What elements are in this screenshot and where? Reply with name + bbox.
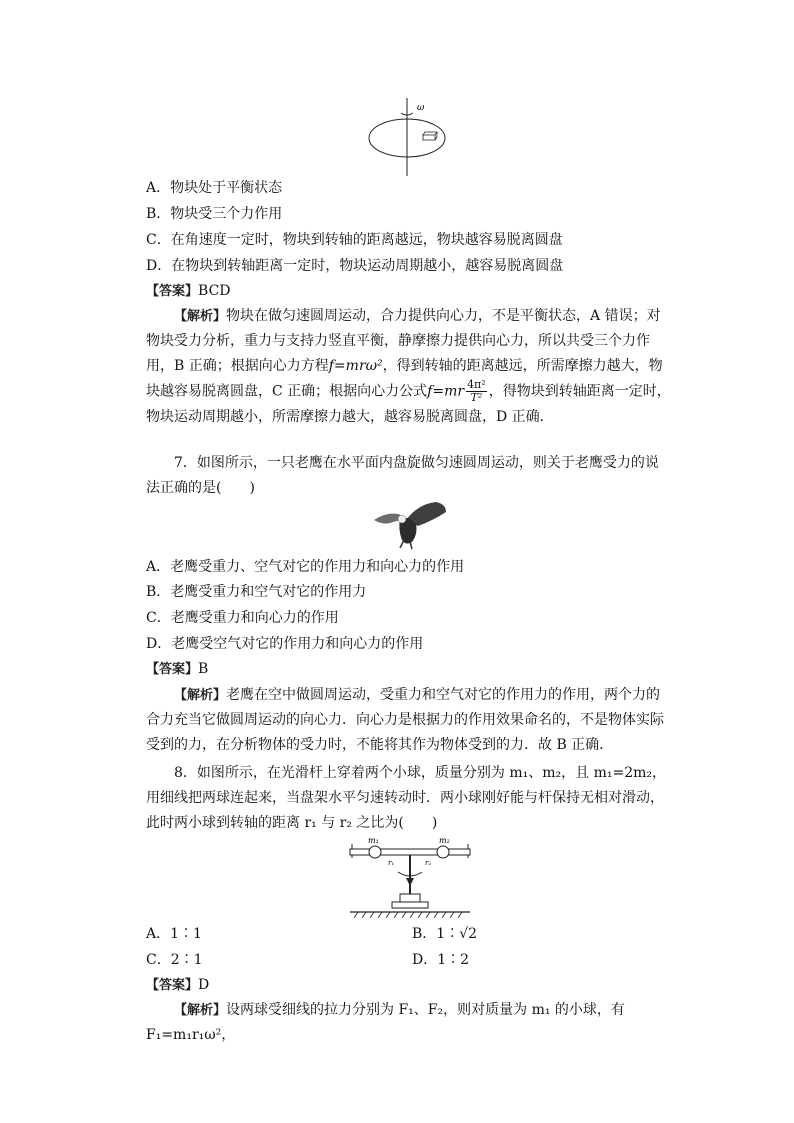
formula-centripetal: f=mrω²: [328, 358, 383, 374]
base-block: [392, 902, 428, 908]
q7-option-b: B．老鹰受重力和空气对它的作用力: [146, 584, 367, 600]
q8-analysis: [146, 998, 672, 1048]
analysis-text-3: ，得物块到转轴距离一定时，物块运动周期越小，所需摩擦力越大，越容易脱离圆盘，D 正确．: [146, 383, 671, 425]
formula-fraction: [466, 379, 487, 404]
analysis-tag: 【解析】: [174, 688, 227, 703]
q6-answer: [146, 281, 231, 302]
answer-value: B: [198, 661, 209, 677]
ball-m2: [437, 846, 449, 858]
q6-option-b: B．物块受三个力作用: [146, 206, 283, 222]
q8-stem: 8．如图所示，在光滑杆上穿着两个小球，质量分别为 m₁、m₂，且 m₁=2m₂，用细线把两球连起来，当盘架水平匀速转动时．两小球刚好能与杆保持无相对滑动，此时两小球到转轴的距离 r₁ 与 r₂ 之比为( ): [146, 765, 666, 831]
ball-m1: [369, 846, 381, 858]
omega-label: ω: [417, 103, 425, 113]
eagle-figure: [372, 500, 448, 550]
ground-hatch: [354, 912, 462, 918]
analysis-tag: 【解析】: [174, 1003, 227, 1018]
fraction-denominator: T²: [470, 391, 483, 404]
q7-option-a: A．老鹰受重力、空气对它的作用力和向心力的作用: [146, 559, 465, 575]
q8-answer: [146, 975, 209, 996]
fraction-numerator: 4π²: [467, 378, 486, 391]
answer-tag: 【答案】: [146, 284, 199, 299]
q8-option-b: B．1∶√2: [412, 926, 478, 942]
formula-period-lhs: f=mr: [427, 383, 465, 400]
q8-option-a: A．1∶1: [146, 926, 202, 942]
q6-option-c: C．在角速度一定时，物块到转轴的距离越远，物块越容易脱离圆盘: [146, 232, 563, 248]
shaft-mount: [400, 894, 420, 902]
rod-and-balls-figure: [348, 834, 472, 918]
analysis-text-1: 物块在做匀速圆周运动，合力提供向心力，不是平衡状态，A 错误；对物块受力分析，重力与支持力竖直平衡，静摩擦力提供向心力，所以共受三个力作用，B 正确；根据向心力方程: [146, 308, 661, 374]
q7-answer: [146, 659, 208, 680]
q7-analysis: [146, 683, 672, 758]
eagle-head: [398, 515, 406, 523]
horizontal-rod: [350, 849, 470, 855]
rotating-disc-figure: [365, 98, 455, 176]
analysis-text-2: ，得到转轴的距离越远，所需摩擦力越大，物块越容易脱离圆盘，C 正确；根据向心力公式: [146, 358, 663, 400]
label-m2: m₂: [439, 836, 450, 845]
q7-option-c: C．老鹰受重力和向心力的作用: [146, 610, 339, 626]
q8-option-c: C．2∶1: [146, 952, 203, 968]
analysis-text: 老鹰在空中做圆周运动，受重力和空气对它的作用力的作用，两个力的合力充当它做圆周运动的向心力．向心力是根据力的作用效果命名的，不是物体实际受到的力，在分析物体的受力时，不能将其作为物体受到的力．故 B 正确．: [146, 687, 664, 753]
label-r2: r₂: [425, 859, 432, 867]
answer-tag: 【答案】: [146, 978, 199, 993]
answer-value: BCD: [198, 283, 231, 299]
q7-stem: 7．如图所示，一只老鹰在水平面内盘旋做匀速圆周运动，则关于老鹰受力的说法正确的是( ): [146, 455, 659, 496]
q6-option-d: D．在物块到转轴距离一定时，物块运动周期越小，越容易脱离圆盘: [146, 258, 564, 274]
block: [423, 132, 437, 140]
q6-analysis: [146, 304, 672, 430]
arrow-head-icon: [406, 878, 414, 886]
q7-option-d: D．老鹰受空气对它的作用力和向心力的作用: [146, 636, 424, 652]
q6-option-a: A．物块处于平衡状态: [146, 180, 283, 196]
q8-option-d: D．1∶2: [412, 952, 470, 968]
analysis-tag: 【解析】: [174, 309, 227, 324]
label-r1: r₁: [388, 859, 395, 867]
analysis-text: 设两球受细线的拉力分别为 F₁、F₂，则对质量为 m₁ 的小球，有 F₁=m₁r₁ω²，: [146, 1002, 625, 1043]
answer-value: D: [198, 977, 210, 993]
answer-tag: 【答案】: [146, 662, 199, 677]
label-m1: m₁: [368, 836, 379, 845]
